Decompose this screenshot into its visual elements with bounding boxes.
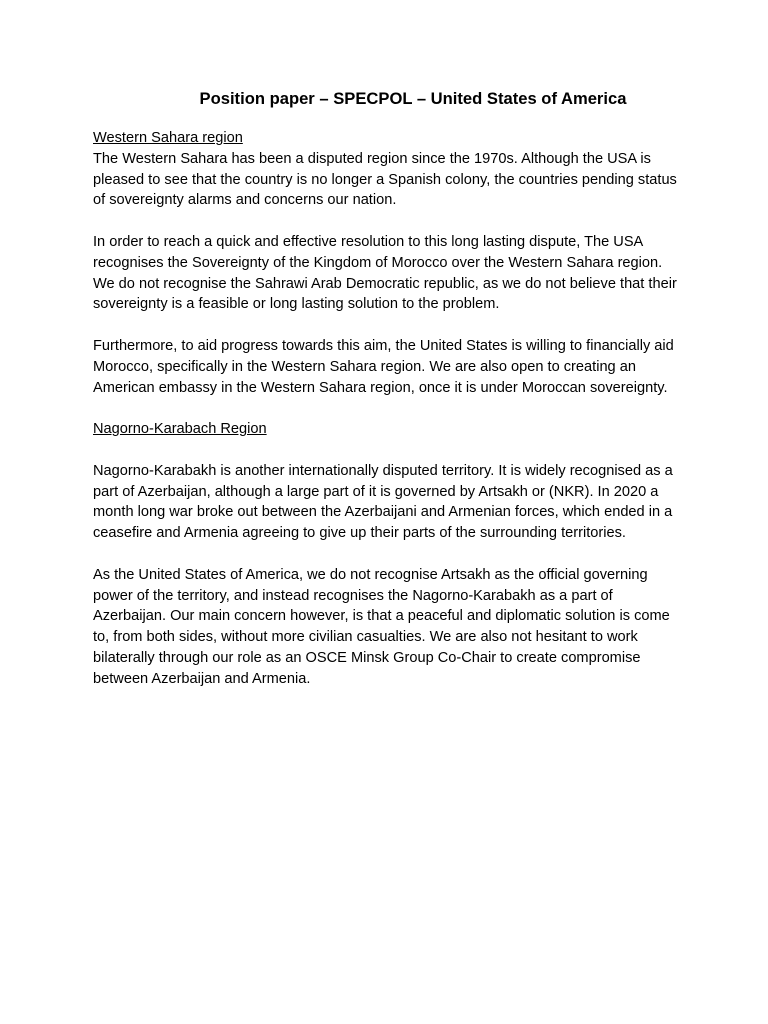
paragraph: As the United States of America, we do not recognise Artsakh as the official governing power of the territory, and instead recognises the Nagorno-Karabakh as a part of Azerbaijan. Our main concern however, is that a peaceful and diplomatic solution is come to, from both sides, without more civilian casualties. We are also not hesitant to work bilaterally through our role as an OSCE Minsk Group Co-Chair to create compromise between Azerbaijan and Armenia. <box>93 566 670 687</box>
section-heading: Nagorno-Karabach Region <box>93 421 267 438</box>
paragraph: Furthermore, to aid progress towards this aim, the United States is willing to financially aid Morocco, specifically in the Western Sahara region. We are also open to creating an American embassy in the Western Sahara region, once it is under Moroccan sovereignty. <box>93 337 674 396</box>
section-western-sahara <box>93 128 677 398</box>
paragraph: The Western Sahara has been a disputed region since the 1970s. Although the USA is pleased to see that the country is no longer a Spanish colony, the countries pending status of sovereignty alarms and concerns our nation. <box>93 150 677 209</box>
paragraph-spacer <box>93 440 677 461</box>
paragraph-spacer <box>93 544 677 565</box>
paragraph: In order to reach a quick and effective resolution to this long lasting dispute, The USA recognises the Sovereignty of the Kingdom of Morocco over the Western Sahara region. We do not recognise the Sahrawi Arab Democratic republic, as we do not believe that their sovereignty is a feasible or long lasting solution to the problem. <box>93 233 677 313</box>
paragraph: Nagorno-Karabakh is another internationally disputed territory. It is widely recognised as a part of Azerbaijan, although a large part of it is governed by Artsakh or (NKR). In 2020 a month long war broke out between the Azerbaijani and Armenian forces, which ended in a ceasefire and Armenia agreeing to give up their parts of the surrounding territories. <box>93 462 673 542</box>
section-nagorno-karabach <box>93 419 677 689</box>
paragraph-spacer <box>93 315 677 336</box>
paragraph-spacer <box>93 211 677 232</box>
document-title: Position paper – SPECPOL – United States of America <box>199 89 627 108</box>
section-spacer <box>93 398 677 419</box>
section-heading: Western Sahara region <box>93 130 243 146</box>
document-body <box>93 128 677 690</box>
